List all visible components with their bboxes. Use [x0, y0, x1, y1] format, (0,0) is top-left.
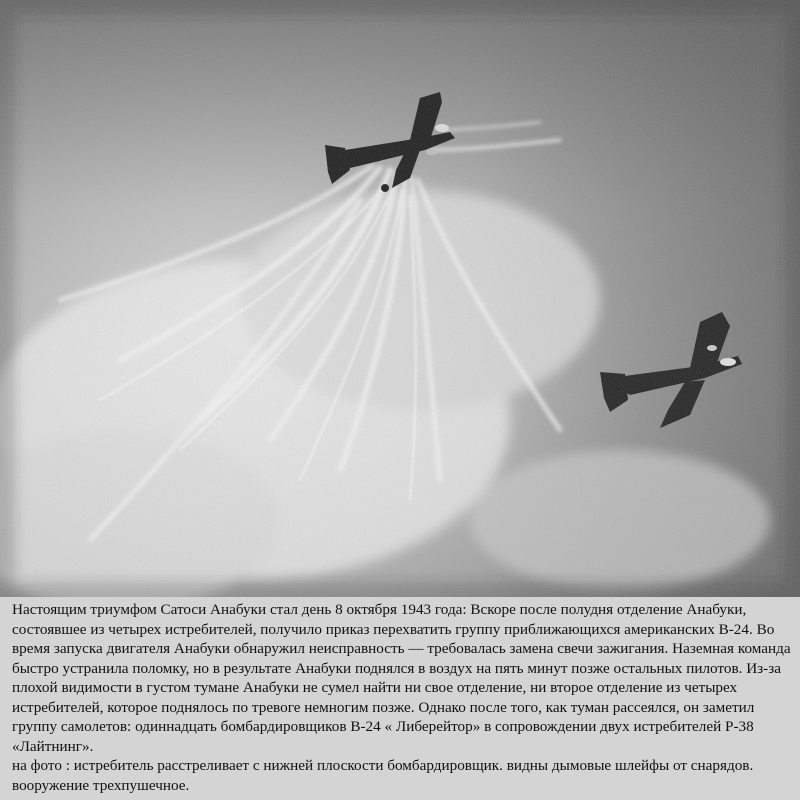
caption-paragraph: Настоящим триумфом Сатоси Анабуки стал день 8 октября 1943 года: Вскоре после полудня отделение Анабуки, состоявшее из четырех истребителей, получило приказ перехватить группу приближающихся американских B-24. Во время запуска двигателя Анабуки обнаружил неисправность — требовалась замена свечи зажигания. Наземная команда быстро устранила поломку, но в результате Анабуки поднялся в воздух на пять минут позже остальных пилотов. Из-за плохой видимости в густом тумане Анабуки не сумел найти ни свое отделение, ни второе отделение из четырех истребителей, которое поднялось по тревоге немногим позже. Однако после того, как туман рассеялся, он заметил группу самолетов: одиннадцать бомбардировщиков B-24 « Либерейтор» в сопровождении двух истребителей P-38 «Лайтнинг».: [12, 601, 791, 755]
caption-photo-note: на фото : истребитель расстреливает с нижней плоскости бомбардировщик. видны дымовые шлейфы от снарядов. вооружение трехпушечное.: [12, 757, 754, 794]
photo-caption: [12, 600, 792, 800]
